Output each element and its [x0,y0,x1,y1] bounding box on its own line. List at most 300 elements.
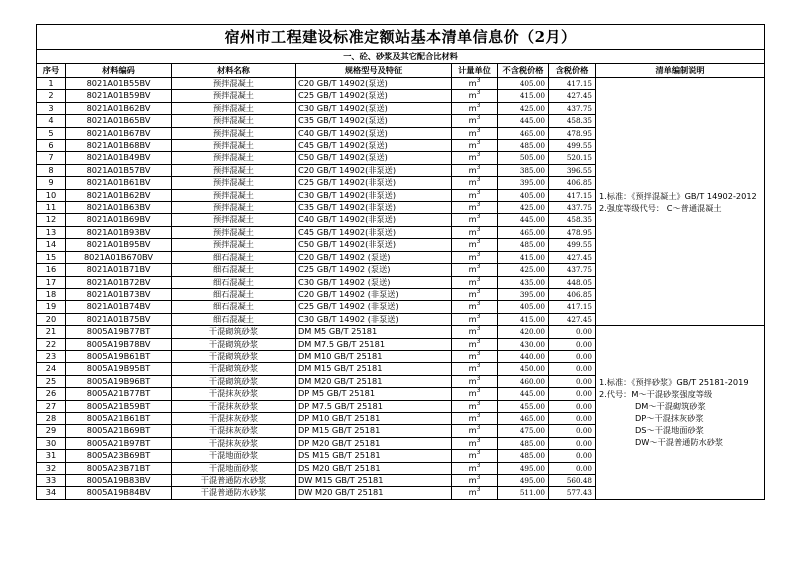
unit [452,226,498,238]
unit-label: m [468,375,477,386]
spec: C35 GB/T 14902(非泵送) [296,202,452,214]
unit-power: 3 [476,201,481,209]
row-number: 29 [37,425,66,437]
price-ex-tax: 395.00 [498,288,549,300]
spec: C30 GB/T 14902 (泵送) [296,276,452,288]
spec: C40 GB/T 14902(非泵送) [296,214,452,226]
price-ex-tax: 455.00 [498,400,549,412]
price-inc-tax: 0.00 [549,462,596,474]
spec: C50 GB/T 14902(泵送) [296,152,452,164]
unit-label: m [468,301,477,312]
note-line: 1.标准：《预拌混凝土》GB/T 14902-2012 [599,190,757,201]
unit [452,90,498,102]
unit-label: m [468,462,477,473]
row-number: 26 [37,388,66,400]
material-name: 预拌混凝土 [172,102,296,114]
price-inc-tax: 427.45 [549,251,596,263]
unit-label: m [468,475,477,485]
row-number: 3 [37,102,66,114]
material-code: 8021A01B63BV [66,202,172,214]
header-row [37,64,765,78]
spec: DM M15 GB/T 25181 [296,363,452,375]
spec: C20 GB/T 14902 (泵送) [296,251,452,263]
unit-label: m [468,338,477,349]
unit [452,189,498,201]
unit-power: 3 [476,449,481,457]
material-code: 8005A19B83BV [66,475,172,487]
material-name: 细石混凝土 [172,276,296,288]
material-name: 干混砌筑砂浆 [172,375,296,387]
spec: C20 GB/T 14902(泵送) [296,78,452,90]
price-inc-tax: 499.55 [549,239,596,251]
material-code: 8005A21B77BT [66,388,172,400]
unit-power: 3 [476,251,481,258]
unit-label: m [468,214,477,225]
col-header-price-ex-tax: 不含税价格 [498,64,549,78]
price-inc-tax: 0.00 [549,412,596,424]
material-code: 8021A01B67BV [66,127,172,139]
row-number: 27 [37,400,66,412]
unit [452,450,498,462]
material-code: 8021A01B61BV [66,177,172,189]
row-number: 17 [37,276,66,288]
unit-power: 3 [476,276,481,283]
row-number: 1 [37,78,66,90]
unit-power: 3 [476,325,481,333]
unit [452,313,498,325]
price-inc-tax: 0.00 [549,437,596,449]
spec: C25 GB/T 14902 (非泵送) [296,301,452,313]
price-ex-tax: 385.00 [498,164,549,176]
spec: DP M10 GB/T 25181 [296,412,452,424]
unit-power: 3 [476,400,481,407]
spec: C25 GB/T 14902(非泵送) [296,177,452,189]
material-name: 干混普通防水砂浆 [172,487,296,499]
price-inc-tax: 448.05 [549,276,596,288]
spec: C20 GB/T 14902(非泵送) [296,164,452,176]
price-ex-tax: 511.00 [498,487,549,499]
table-body [37,78,765,500]
price-ex-tax: 485.00 [498,140,549,152]
unit [452,437,498,449]
note-line: 2.代号：M～干混砂浆强度等级 [599,389,713,400]
row-number: 31 [37,450,66,462]
material-name: 预拌混凝土 [172,78,296,90]
price-ex-tax: 460.00 [498,375,549,387]
material-name: 干混砌筑砂浆 [172,326,296,338]
material-name: 预拌混凝土 [172,90,296,102]
spec: DM M10 GB/T 25181 [296,350,452,362]
row-number: 7 [37,152,66,164]
row-number: 5 [37,127,66,139]
material-code: 8021A01B55BV [66,78,172,90]
unit [452,301,498,313]
material-name: 干混抹灰砂浆 [172,400,296,412]
col-header-no: 序号 [37,64,66,78]
unit-power: 3 [476,189,481,196]
price-ex-tax: 425.00 [498,102,549,114]
price-inc-tax: 406.85 [549,288,596,300]
price-ex-tax: 440.00 [498,350,549,362]
mortar-notes [596,326,765,500]
spec: C25 GB/T 14902(泵送) [296,90,452,102]
material-name: 预拌混凝土 [172,152,296,164]
price-ex-tax: 485.00 [498,437,549,449]
material-name: 干混地面砂浆 [172,450,296,462]
spec: DM M5 GB/T 25181 [296,326,452,338]
price-ex-tax: 405.00 [498,189,549,201]
spec: C25 GB/T 14902 (泵送) [296,264,452,276]
unit-power: 3 [476,164,481,171]
material-code: 8021A01B71BV [66,264,172,276]
row-number: 19 [37,301,66,313]
price-ex-tax: 465.00 [498,412,549,424]
material-code: 8021A01B74BV [66,301,172,313]
price-inc-tax: 0.00 [549,363,596,375]
price-inc-tax: 478.95 [549,127,596,139]
price-ex-tax: 405.00 [498,301,549,313]
unit [452,363,498,375]
spec: C45 GB/T 14902(泵送) [296,140,452,152]
material-name: 细石混凝土 [172,264,296,276]
note-line: DS～干混地面砂浆 [635,425,704,436]
unit-power: 3 [476,437,481,444]
unit-power: 3 [476,288,481,295]
note-line: 2.强度等级代号： C～普通混凝土 [599,202,722,213]
unit-power: 3 [476,114,481,122]
material-code: 8005A19B95BT [66,363,172,375]
unit-label: m [468,437,477,448]
unit [452,239,498,251]
material-code: 8021A01B62BV [66,102,172,114]
material-name: 预拌混凝土 [172,226,296,238]
price-ex-tax: 395.00 [498,177,549,189]
row-number: 32 [37,462,66,474]
price-inc-tax: 0.00 [549,388,596,400]
material-name: 干混砌筑砂浆 [172,363,296,375]
material-code: 8005A21B69BT [66,425,172,437]
price-inc-tax: 458.35 [549,214,596,226]
unit [452,214,498,226]
price-ex-tax: 435.00 [498,276,549,288]
note-line: 1.标准：《预拌砂浆》GB/T 25181-2019 [599,377,749,388]
price-inc-tax: 427.45 [549,313,596,325]
material-code: 8005A19B96BT [66,375,172,387]
unit-label: m [468,140,477,151]
material-name: 预拌混凝土 [172,239,296,251]
row-number: 9 [37,177,66,189]
price-ex-tax: 415.00 [498,90,549,102]
unit-power: 3 [476,424,481,432]
price-ex-tax: 415.00 [498,251,549,263]
unit-power: 3 [476,176,481,184]
material-name: 预拌混凝土 [172,164,296,176]
row-number: 10 [37,189,66,201]
price-ex-tax: 420.00 [498,326,549,338]
unit-power: 3 [476,387,481,395]
spec: DP M7.5 GB/T 25181 [296,400,452,412]
unit-label: m [468,152,477,163]
spec: C40 GB/T 14902(泵送) [296,127,452,139]
spec: DP M20 GB/T 25181 [296,437,452,449]
price-inc-tax: 417.15 [549,78,596,90]
unit-power: 3 [476,263,481,271]
unit [452,177,498,189]
unit-power: 3 [476,462,481,469]
unit-power: 3 [476,238,481,246]
col-header-unit: 计量单位 [452,64,498,78]
material-code: 8021A01B49BV [66,152,172,164]
row-number: 18 [37,288,66,300]
material-name: 干混抹灰砂浆 [172,388,296,400]
unit-label: m [468,326,477,337]
row-number: 15 [37,251,66,263]
unit-power: 3 [476,89,481,97]
material-code: 8021A01B68BV [66,140,172,152]
price-inc-tax: 396.55 [549,164,596,176]
unit-label: m [468,288,477,299]
unit-label: m [468,127,477,138]
spec: DP M15 GB/T 25181 [296,425,452,437]
row-number: 16 [37,264,66,276]
page-title: 宿州市工程建设标准定额站基本清单信息价（2月） [37,25,765,50]
spec: DP M5 GB/T 25181 [296,388,452,400]
col-header-spec: 规格型号及特征 [296,64,452,78]
material-code: 8005A21B61BT [66,412,172,424]
price-inc-tax: 417.15 [549,189,596,201]
spec: C30 GB/T 14902 (非泵送) [296,313,452,325]
price-inc-tax: 499.55 [549,140,596,152]
unit-label: m [468,425,477,436]
price-ex-tax: 485.00 [498,239,549,251]
price-ex-tax: 425.00 [498,264,549,276]
material-name: 预拌混凝土 [172,115,296,127]
unit-power: 3 [476,338,481,345]
unit-power: 3 [476,226,481,233]
price-inc-tax: 0.00 [549,425,596,437]
concrete-notes [596,78,765,326]
unit-label: m [468,400,477,411]
unit [452,164,498,176]
price-ex-tax: 425.00 [498,202,549,214]
spec: DM M20 GB/T 25181 [296,375,452,387]
price-ex-tax: 445.00 [498,388,549,400]
row-number: 24 [37,363,66,375]
price-inc-tax: 560.48 [549,475,596,487]
unit-power: 3 [476,127,481,134]
material-code: 8005A19B61BT [66,350,172,362]
unit [452,425,498,437]
spec: C35 GB/T 14902(泵送) [296,115,452,127]
row-number: 28 [37,412,66,424]
material-code: 8021A01B75BV [66,313,172,325]
price-ex-tax: 430.00 [498,338,549,350]
spec: DW M15 GB/T 25181 [296,475,452,487]
row-number: 6 [37,140,66,152]
unit-power: 3 [476,375,481,382]
row-number: 13 [37,226,66,238]
material-name: 干混抹灰砂浆 [172,412,296,424]
table-row [37,78,765,90]
section-title: 一、砼、砂浆及其它配合比材料 [37,50,765,64]
note-line: DM～干混砌筑砂浆 [635,401,706,412]
price-ex-tax: 450.00 [498,363,549,375]
material-code: 8021A01B59BV [66,90,172,102]
row-number: 22 [37,338,66,350]
unit-label: m [468,251,477,262]
unit-power: 3 [476,102,481,109]
unit [452,487,498,499]
price-inc-tax: 437.75 [549,202,596,214]
material-code: 8021A01B670BV [66,251,172,263]
price-ex-tax: 445.00 [498,214,549,226]
price-ex-tax: 405.00 [498,78,549,90]
unit-power: 3 [476,213,481,221]
price-ex-tax: 485.00 [498,450,549,462]
price-inc-tax: 427.45 [549,90,596,102]
row-number: 14 [37,239,66,251]
col-header-notes: 清单编制说明 [596,64,765,78]
row-number: 33 [37,475,66,487]
price-inc-tax: 577.43 [549,487,596,499]
price-ex-tax: 495.00 [498,475,549,487]
unit [452,115,498,127]
price-table [36,24,765,500]
material-name: 细石混凝土 [172,313,296,325]
material-name: 干混抹灰砂浆 [172,437,296,449]
material-code: 8005A21B97BT [66,437,172,449]
price-ex-tax: 505.00 [498,152,549,164]
material-name: 细石混凝土 [172,301,296,313]
unit [452,202,498,214]
spec: DW M20 GB/T 25181 [296,487,452,499]
unit-label: m [468,102,477,113]
price-ex-tax: 495.00 [498,462,549,474]
table-row [37,326,765,338]
unit [452,338,498,350]
unit-label: m [468,350,477,361]
unit-label: m [468,276,477,287]
material-name: 干混地面砂浆 [172,462,296,474]
unit-label: m [468,313,477,324]
unit [452,264,498,276]
col-header-name: 材料名称 [172,64,296,78]
price-inc-tax: 417.15 [549,301,596,313]
unit-power: 3 [476,486,481,494]
row-number: 30 [37,437,66,449]
material-name: 预拌混凝土 [172,214,296,226]
material-name: 干混砌筑砂浆 [172,338,296,350]
material-name: 干混普通防水砂浆 [172,475,296,487]
spec: C30 GB/T 14902(非泵送) [296,189,452,201]
material-name: 细石混凝土 [172,251,296,263]
price-ex-tax: 415.00 [498,313,549,325]
unit [452,127,498,139]
material-code: 8021A01B57BV [66,164,172,176]
unit [452,475,498,487]
unit [452,102,498,114]
row-number: 25 [37,375,66,387]
unit [452,375,498,387]
unit-label: m [468,239,477,250]
price-inc-tax: 0.00 [549,400,596,412]
unit [452,251,498,263]
material-code: 8021A01B69BV [66,214,172,226]
price-inc-tax: 520.15 [549,152,596,164]
price-inc-tax: 0.00 [549,350,596,362]
unit-power: 3 [476,350,481,357]
material-name: 预拌混凝土 [172,189,296,201]
unit-label: m [468,202,477,213]
material-name: 预拌混凝土 [172,140,296,152]
unit [452,78,498,90]
unit-label: m [468,450,477,461]
material-code: 8021A01B93BV [66,226,172,238]
price-inc-tax: 0.00 [549,375,596,387]
unit [452,462,498,474]
spec: C20 GB/T 14902 (非泵送) [296,288,452,300]
unit-label: m [468,264,477,275]
material-code: 8005A21B59BT [66,400,172,412]
unit-label: m [468,388,477,399]
unit [452,288,498,300]
unit-label: m [468,412,477,423]
row-number: 12 [37,214,66,226]
unit [452,350,498,362]
material-code: 8021A01B95BV [66,239,172,251]
material-code: 8005A19B78BV [66,338,172,350]
price-ex-tax: 465.00 [498,226,549,238]
note-line: DP～干混抹灰砂浆 [635,413,704,424]
row-number: 20 [37,313,66,325]
unit-power: 3 [476,300,481,308]
material-code: 8021A01B72BV [66,276,172,288]
material-code: 8005A19B84BV [66,487,172,499]
unit [452,388,498,400]
unit-label: m [468,90,477,101]
material-name: 细石混凝土 [172,288,296,300]
unit-label: m [468,189,477,200]
row-number: 23 [37,350,66,362]
material-name: 预拌混凝土 [172,202,296,214]
spec: DS M15 GB/T 25181 [296,450,452,462]
unit-power: 3 [476,474,481,481]
spec: C30 GB/T 14902(泵送) [296,102,452,114]
col-header-price-inc-tax: 含税价格 [549,64,596,78]
unit [452,400,498,412]
unit [452,412,498,424]
material-code: 8021A01B62BV [66,189,172,201]
note-line: DW～干混普通防水砂浆 [635,437,724,448]
price-inc-tax: 437.75 [549,102,596,114]
row-number: 21 [37,326,66,338]
unit-label: m [468,164,477,175]
unit-label: m [468,115,477,126]
unit [452,276,498,288]
unit [452,140,498,152]
col-header-code: 材料编码 [66,64,172,78]
spec: DM M7.5 GB/T 25181 [296,338,452,350]
price-ex-tax: 465.00 [498,127,549,139]
material-name: 干混抹灰砂浆 [172,425,296,437]
material-code: 8005A23B71BT [66,462,172,474]
price-inc-tax: 0.00 [549,326,596,338]
unit-power: 3 [476,151,481,159]
material-code: 8021A01B73BV [66,288,172,300]
material-code: 8021A01B65BV [66,115,172,127]
price-inc-tax: 0.00 [549,338,596,350]
material-name: 预拌混凝土 [172,127,296,139]
